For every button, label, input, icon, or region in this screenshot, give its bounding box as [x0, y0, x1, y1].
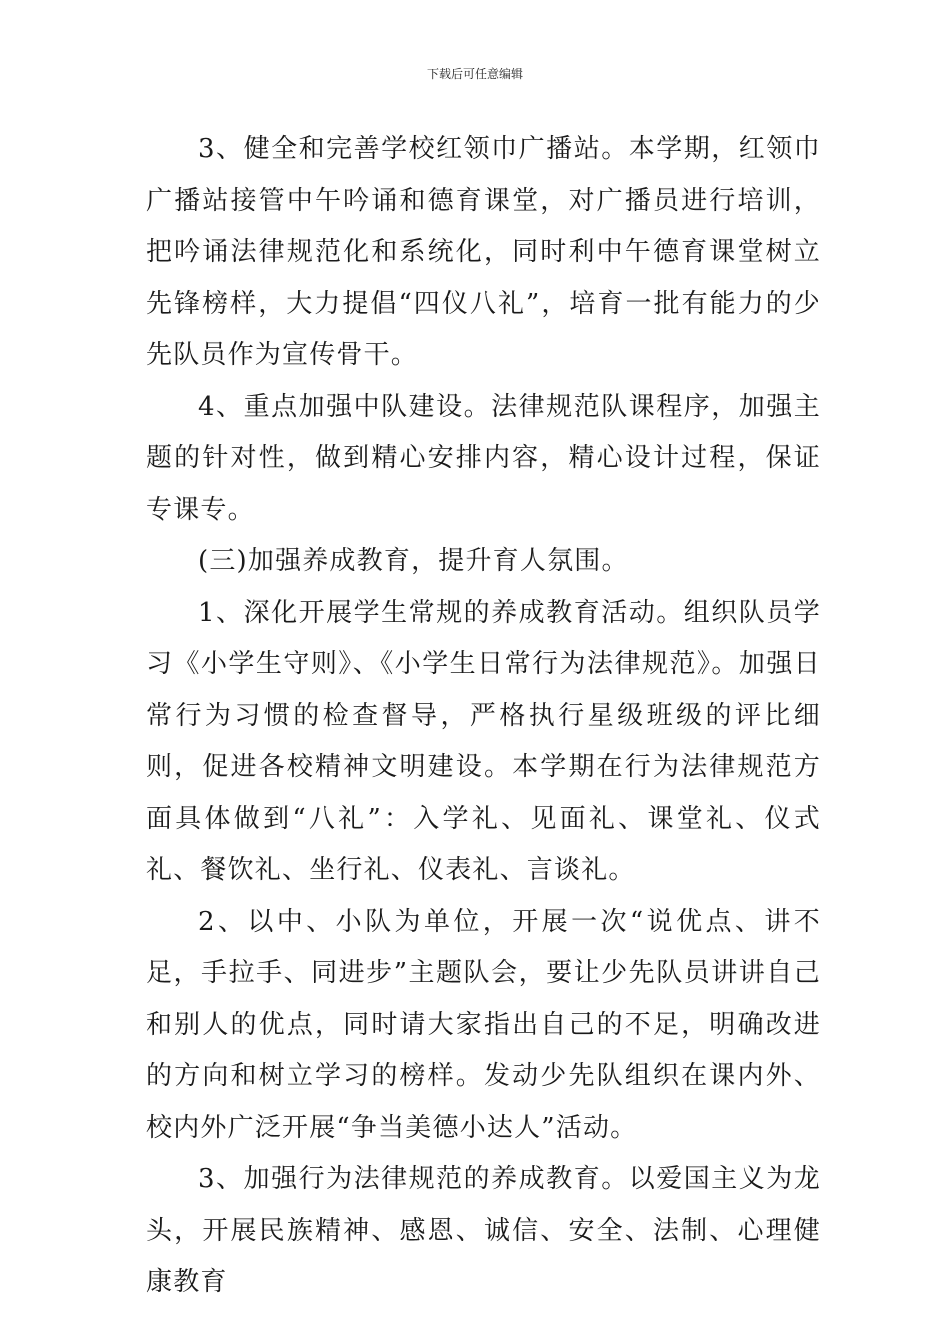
- document-body: [146, 124, 821, 1309]
- paragraph-broadcast-station: 3、健全和完善学校红领巾广播站。本学期，红领巾广播站接管中午吟诵和德育课堂，对广播员进行培训，把吟诵法律规范化和系统化，同时利中午德育课堂树立先锋榜样，大力提倡“四仪八礼”，培育一批有能力的少先队员作为宣传骨干。: [146, 134, 821, 370]
- paragraph-behavior-norms: 3、加强行为法律规范的养成教育。以爱国主义为龙头，开展民族精神、感恩、诚信、安全、法制、心理健康教育: [146, 1164, 821, 1297]
- section-heading-habit-education: (三)加强养成教育，提升育人氛围。: [198, 546, 629, 576]
- paragraph-team-meeting: 2、以中、小队为单位，开展一次“说优点、讲不足，手拉手、同进步”主题队会，要让少先队员讲讲自己和别人的优点，同时请大家指出自己的不足，明确改进的方向和树立学习的榜样。发动少先队组织在课内外、校内外广泛开展“争当美德小达人”活动。: [146, 906, 821, 1143]
- paragraph-squad-building: 4、重点加强中队建设。法律规范队课程序，加强主题的针对性，做到精心安排内容，精心设计过程，保证专课专。: [146, 391, 821, 525]
- page-header: 下载后可任意编辑: [426, 67, 523, 81]
- paragraph-routine-education: 1、深化开展学生常规的养成教育活动。组织队员学习《小学生守则》、《小学生日常行为法律规范》。加强日常行为习惯的检查督导，严格执行星级班级的评比细则，促进各校精神文明建设。本学期在行为法律规范方面具体做到“八礼”：入学礼、见面礼、课堂礼、仪式礼、餐饮礼、坐行礼、仪表礼、言谈礼。: [146, 597, 821, 885]
